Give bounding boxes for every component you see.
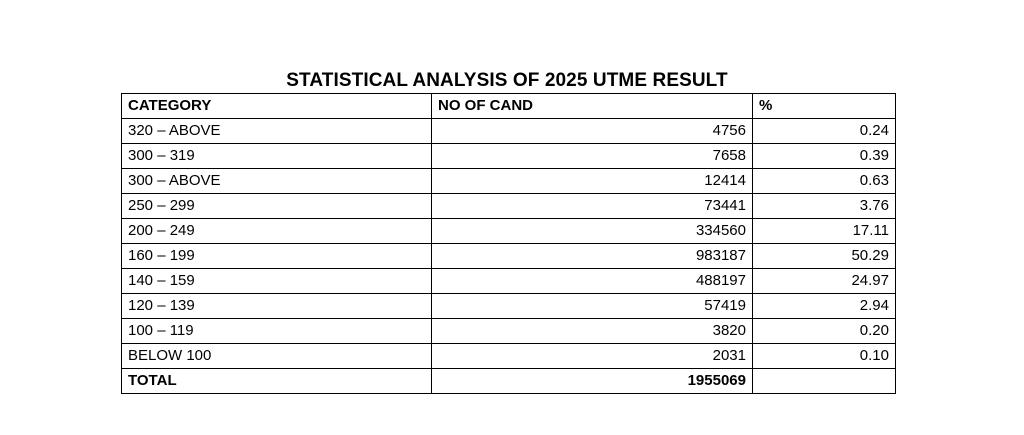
cell-percent: 0.24 (753, 119, 896, 144)
cell-count: 488197 (432, 269, 753, 294)
total-label: TOTAL (122, 369, 432, 394)
header-percent: % (753, 94, 896, 119)
cell-category: 250 – 299 (122, 194, 432, 219)
cell-category: 300 – 319 (122, 144, 432, 169)
cell-percent: 24.97 (753, 269, 896, 294)
results-table (121, 93, 896, 394)
page-title: STATISTICAL ANALYSIS OF 2025 UTME RESULT (286, 70, 728, 91)
header-count: NO OF CAND (432, 94, 753, 119)
table-header-row (122, 94, 896, 119)
cell-count: 3820 (432, 319, 753, 344)
table-row (122, 169, 896, 194)
cell-count: 57419 (432, 294, 753, 319)
cell-category: 100 – 119 (122, 319, 432, 344)
cell-count: 73441 (432, 194, 753, 219)
table-row (122, 319, 896, 344)
cell-count: 4756 (432, 119, 753, 144)
cell-category: 200 – 249 (122, 219, 432, 244)
cell-percent: 0.20 (753, 319, 896, 344)
cell-category: 120 – 139 (122, 294, 432, 319)
table-row (122, 244, 896, 269)
cell-count: 7658 (432, 144, 753, 169)
table-row (122, 119, 896, 144)
cell-percent: 50.29 (753, 244, 896, 269)
total-row (122, 369, 896, 394)
cell-count: 983187 (432, 244, 753, 269)
cell-category: BELOW 100 (122, 344, 432, 369)
table-row (122, 144, 896, 169)
cell-category: 300 – ABOVE (122, 169, 432, 194)
header-category: CATEGORY (122, 94, 432, 119)
cell-category: 140 – 159 (122, 269, 432, 294)
cell-percent: 0.63 (753, 169, 896, 194)
cell-percent: 0.39 (753, 144, 896, 169)
cell-count: 334560 (432, 219, 753, 244)
cell-count: 2031 (432, 344, 753, 369)
table-row (122, 344, 896, 369)
cell-percent: 3.76 (753, 194, 896, 219)
total-percent (753, 369, 896, 394)
table-row (122, 294, 896, 319)
table-row (122, 194, 896, 219)
table-row (122, 219, 896, 244)
cell-category: 160 – 199 (122, 244, 432, 269)
table-row (122, 269, 896, 294)
cell-category: 320 – ABOVE (122, 119, 432, 144)
cell-percent: 17.11 (753, 219, 896, 244)
cell-percent: 2.94 (753, 294, 896, 319)
cell-percent: 0.10 (753, 344, 896, 369)
cell-count: 12414 (432, 169, 753, 194)
total-count: 1955069 (432, 369, 753, 394)
